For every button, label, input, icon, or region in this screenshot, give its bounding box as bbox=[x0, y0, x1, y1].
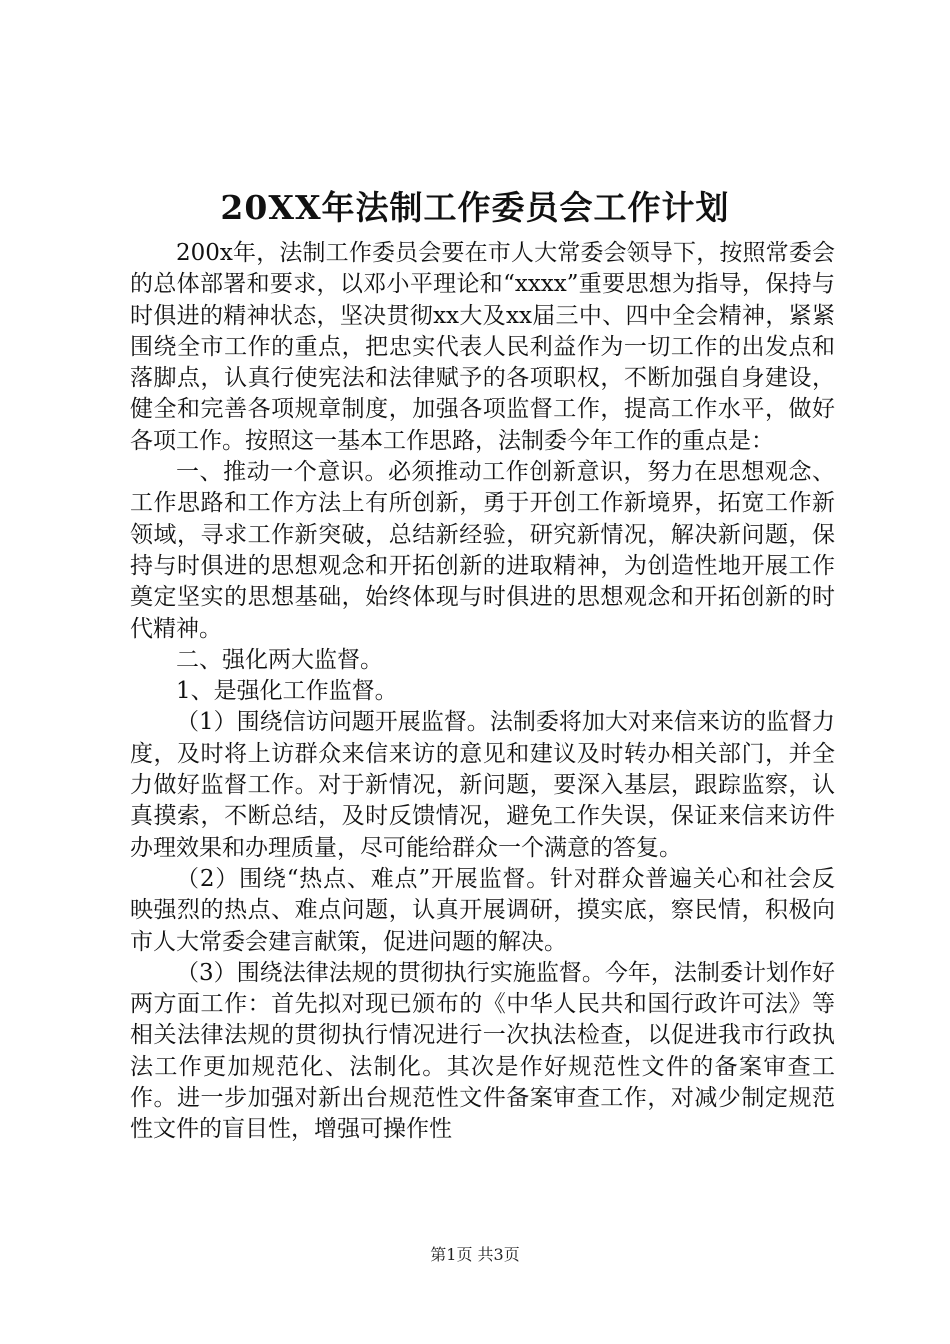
document-body bbox=[130, 238, 835, 1146]
document-title: 20XX年法制工作委员会工作计划 bbox=[220, 188, 730, 227]
paragraph-section-2-heading: 二、强化两大监督。 bbox=[176, 646, 383, 673]
paragraph-item-3: （3）围绕法律法规的贯彻执行实施监督。今年，法制委计划作好两方面工作：首先拟对现已颁布的《中华人民共和国行政许可法》等相关法律法规的贯彻执行情况进行一次执法检查，以促进我市行政执法工作更加规范化、法制化。其次是作好规范性文件的备案审查工作。进一步加强对新出台规范性文件备案审查工作，对减少制定规范性文件的盲目性，增强可操作性 bbox=[130, 959, 835, 1143]
paragraph-intro: 200x年，法制工作委员会要在市人大常委会领导下，按照常委会的总体部署和要求，以邓小平理论和“xxxx”重要思想为指导，保持与时俱进的精神状态，坚决贯彻xx大及xx届三中、四中全会精神，紧紧围绕全市工作的重点，把忠实代表人民利益作为一切工作的出发点和落脚点，认真行使宪法和法律赋予的各项职权，不断加强自身建设，健全和完善各项规章制度，加强各项监督工作，提高工作水平，做好各项工作。按照这一基本工作思路，法制委今年工作的重点是： bbox=[130, 240, 835, 454]
paragraph-subsection-1-heading: 1、是强化工作监督。 bbox=[176, 678, 398, 705]
paragraph-item-1: （1）围绕信访问题开展监督。法制委将加大对来信来访的监督力度，及时将上访群众来信来访的意见和建议及时转办相关部门，并全力做好监督工作。对于新情况，新问题，要深入基层，跟踪监察，认真摸索，不断总结，及时反馈情况，避免工作失误，保证来信来访件办理效果和办理质量，尽可能给群众一个满意的答复。 bbox=[130, 709, 835, 861]
paragraph-section-1: 一、推动一个意识。必须推动工作创新意识，努力在思想观念、工作思路和工作方法上有所创新，勇于开创工作新境界，拓宽工作新领域，寻求工作新突破，总结新经验，研究新情况，解决新问题，保持与时俱进的思想观念和开拓创新的进取精神，为创造性地开展工作奠定坚实的思想基础，始终体现与时俱进的思想观念和开拓创新的时代精神。 bbox=[130, 459, 835, 642]
page-number-footer: 第1页 共3页 bbox=[430, 1245, 520, 1264]
paragraph-item-2: （2）围绕“热点、难点”开展监督。针对群众普遍关心和社会反映强烈的热点、难点问题，认真开展调研，摸实底，察民情，积极向市人大常委会建言献策，促进问题的解决。 bbox=[130, 865, 835, 955]
